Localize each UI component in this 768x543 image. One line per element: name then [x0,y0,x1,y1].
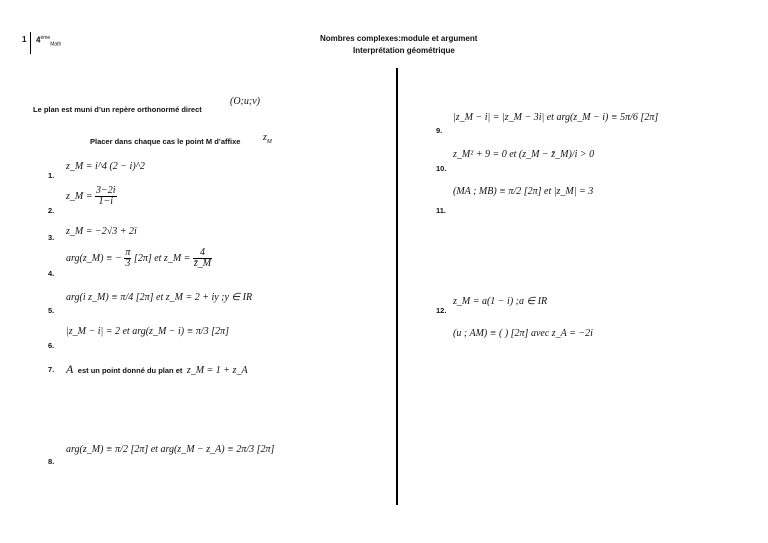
item-2-expression: z_M = $\frac{3-2i}{1-i}$ [66,185,116,207]
item-4-expression: arg(z_M) ≡ − $\frac{\pi}{3}$ [2π] et z_M = $\frac{4}{z̄\_M}$ [66,247,212,269]
intro-sentence: Le plan est muni d’un repère orthonormé direct [33,105,202,114]
page-number: 1 [22,35,27,44]
item-number: 1. [48,171,55,180]
item-7-expression: A est un point donné du plan et z_M = 1 + z_A [66,362,248,376]
class-level: $4ème_{Math}$ [36,35,62,48]
item-number: 6. [48,341,55,350]
item-number: 5. [48,306,55,315]
item-number: 10. [436,164,447,173]
item-12-expression-b: (u ; AM) ≡ ( ) [2π] avec z_A = −2i [453,328,593,339]
item-11-expression: (MA ; MB) ≡ π/2 [2π] et |z_M| = 3 [453,186,594,197]
item-6-expression: |z_M − i| = 2 et arg(z_M − i) ≡ π/3 [2π] [66,326,229,337]
item-number: 4. [48,269,55,278]
item-number: 11. [436,206,447,215]
worksheet-subtitle: Interprétation géométrique [353,46,455,55]
item-9-expression: |z_M − i| = |z_M − 3i| et arg(z_M − i) ≡ 5π/6 [2π] [453,112,659,123]
item-number: 2. [48,206,55,215]
item-12-expression-a: z_M = a(1 − i) ;a ∈ IR [453,296,548,307]
frame-notation: (O;u;v) [230,96,260,107]
header-divider [30,32,31,54]
instruction: Placer dans chaque cas le point M d’affixe [90,137,241,146]
item-8-expression: arg(z_M) ≡ π/2 [2π] et arg(z_M − z_A) ≡ 2π/3 [2π] [66,444,275,455]
item-number: 3. [48,233,55,242]
item-3-expression: z_M = −2√3 + 2i [66,226,137,237]
item-number: 7. [48,365,55,374]
item-number: 12. [436,306,447,315]
instruction-var: $z_M$ [263,132,272,145]
item-1-expression: z_M = i^4 (2 − i)^2 [66,161,145,172]
item-number: 8. [48,457,55,466]
worksheet-title: Nombres complexes:module et argument [320,34,478,43]
item-5-expression: arg(i z_M) ≡ π/4 [2π] et z_M = 2 + iy ;y ∈ IR [66,292,253,303]
column-divider [396,68,398,505]
item-10-expression: z_M² + 9 = 0 et (z_M − z̄_M)/i > 0 [453,149,595,160]
item-number: 9. [436,126,443,135]
